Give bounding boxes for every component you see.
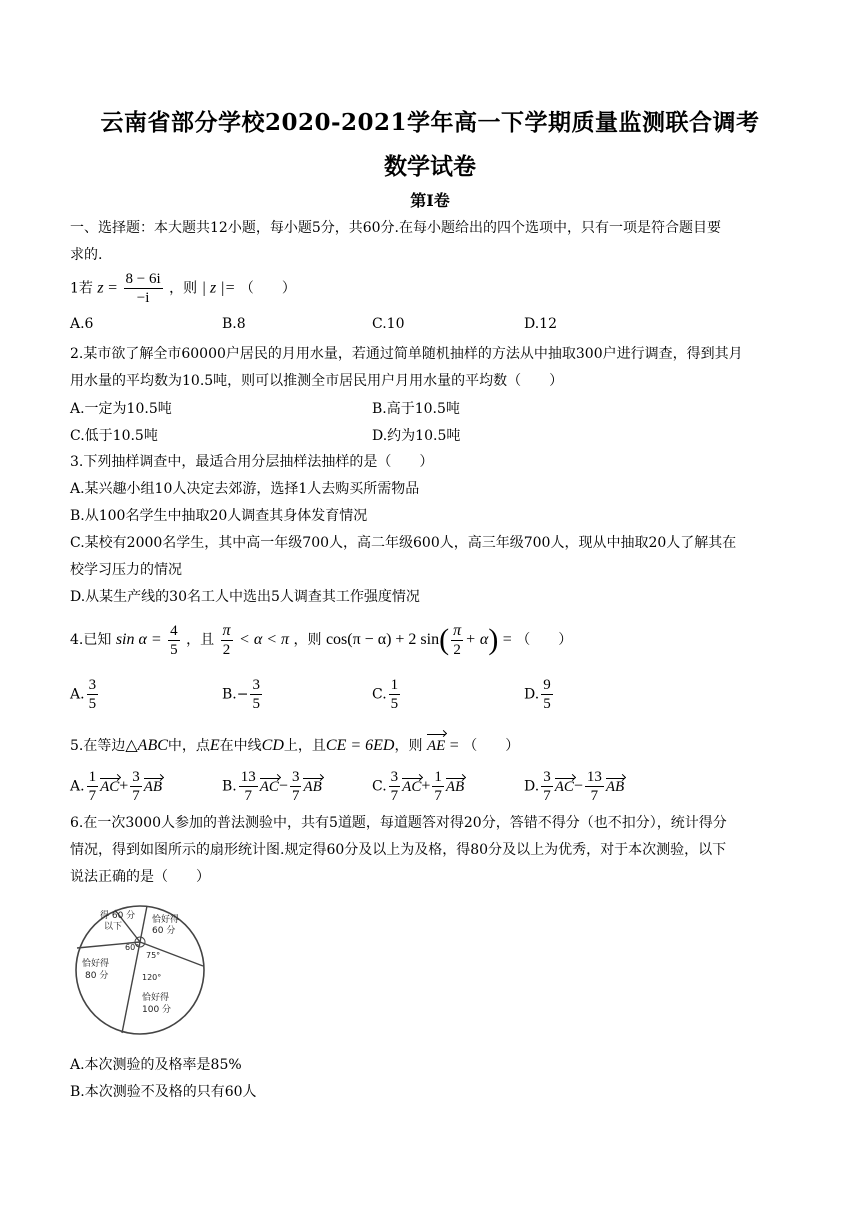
q4-option-a: A. $\frac{3}{5}$ bbox=[70, 677, 97, 712]
pie-angle-120: 120° bbox=[142, 973, 162, 982]
q4-paren-left: ( bbox=[439, 623, 450, 656]
pie-divider-2 bbox=[140, 906, 147, 942]
question-6-line3: 说法正确的是（ ） bbox=[70, 869, 210, 885]
q1-option-a: A.6 bbox=[70, 316, 94, 332]
pie-label-80-b: 80 分 bbox=[85, 971, 109, 981]
pie-label-60-b: 60 分 bbox=[152, 926, 176, 936]
q3-option-b: B.从100名学生中抽取20人调查其身体发育情况 bbox=[70, 508, 368, 524]
question-1-stem bbox=[70, 270, 296, 307]
exam-subject: 数学试卷 bbox=[384, 153, 476, 180]
question-2-line2: 用水量的平均数为10.5吨，则可以推测全市居民用户月用水量的平均数（ ） bbox=[70, 373, 564, 389]
question-6-line1: 6.在一次3000人参加的普法测验中，共有5道题，每道题答对得20分，答错不得分（也不扣分），统计得分 bbox=[70, 815, 727, 831]
q5-option-d: D. $\frac{3}{7}$ AC− $\frac{13}{7}$ AB bbox=[524, 769, 625, 804]
q3-option-d: D.从某生产线的30名工人中选出5人调查其工作强度情况 bbox=[70, 589, 420, 605]
q2-option-c: C.低于10.5吨 bbox=[70, 428, 158, 444]
q1-option-b: B.8 bbox=[222, 316, 246, 332]
q3-option-c-line2: 校学习压力的情况 bbox=[70, 562, 182, 578]
q5-option-c: C. $\frac{3}{7}$ AC+ $\frac{1}{7}$ AB bbox=[372, 769, 465, 804]
pie-chart-figure bbox=[70, 900, 210, 1040]
pie-outline bbox=[76, 906, 204, 1034]
q3-option-a: A.某兴趣小组10人决定去郊游，选择1人去购买所需物品 bbox=[70, 481, 420, 497]
q2-option-d: D.约为10.5吨 bbox=[372, 428, 461, 444]
pie-label-below60-b: 以下 bbox=[104, 922, 123, 932]
pie-label-100-a: 恰好得 bbox=[142, 993, 170, 1003]
pie-angle-60: 60° bbox=[125, 943, 140, 952]
q5-option-a: A. $\frac{1}{7}$ AC+ $\frac{3}{7}$ AB bbox=[70, 769, 163, 804]
pie-angle-75: 75° bbox=[146, 951, 161, 960]
q1-fraction: $\frac{8 - 6i}{-i}$ bbox=[125, 271, 161, 306]
volume-label: 第Ⅰ卷 bbox=[410, 191, 450, 210]
q3-option-c-line1: C.某校有2000名学生，其中高一年级700人，高二年级600人，高三年级700人，现从中抽取20人了解其在 bbox=[70, 535, 737, 551]
pie-label-100-b: 100 分 bbox=[142, 1005, 172, 1015]
q1-mid: ，则 bbox=[169, 280, 198, 297]
q6-option-a: A.本次测验的及格率是85% bbox=[70, 1057, 242, 1073]
question-3-stem: 3.下列抽样调查中，最适合用分层抽样法抽样的是（ ） bbox=[70, 454, 434, 470]
q1-option-c: C.10 bbox=[372, 316, 405, 332]
q1-prefix: 1若 bbox=[70, 280, 93, 297]
q4-option-d: D. $\frac{9}{5}$ bbox=[524, 677, 551, 712]
q1-z: z bbox=[97, 279, 104, 297]
pie-label-60-a: 恰好得 bbox=[152, 915, 180, 925]
q4-option-b: B.− $\frac{3}{5}$ bbox=[222, 677, 260, 712]
section-instructions-line2: 求的. bbox=[70, 247, 103, 263]
q1-option-d: D.12 bbox=[524, 316, 557, 332]
q4-paren-right: ) bbox=[488, 623, 499, 656]
q6-option-b: B.本次测验不及格的只有60人 bbox=[70, 1084, 257, 1100]
question-2-line1: 2.某市欲了解全市60000户居民的月用水量，若通过简单随机抽样的方法从中抽取300户进行调查，得到其月 bbox=[70, 346, 743, 362]
q4-option-c: C. $\frac{1}{5}$ bbox=[372, 677, 399, 712]
question-6-line2: 情况，得到如图所示的扇形统计图.规定得60分及以上为及格，得80分及以上为优秀，对于本次测验，以下 bbox=[70, 842, 727, 858]
q1-paren: （ ） bbox=[239, 280, 296, 297]
pie-label-below60-a: 得 60 分 bbox=[100, 911, 136, 921]
question-5-stem: 5.在等边△ABC中，点E在中线CD上，且CE = 6ED，则 AE = （ ） bbox=[70, 735, 519, 757]
q1-eq: = bbox=[108, 279, 118, 297]
q5-vector-ae: AE bbox=[427, 735, 445, 757]
q2-option-a: A.一定为10.5吨 bbox=[70, 401, 172, 417]
pie-label-80-a: 恰好得 bbox=[82, 959, 110, 969]
section-instructions-line1: 一、选择题：本大题共12小题，每小题5分，共60分.在每小题给出的四个选项中，只有一项是符合题目要 bbox=[70, 220, 721, 236]
q4-sin: sin α = bbox=[115, 631, 162, 648]
q1-abs: | z |= bbox=[201, 279, 236, 297]
q2-option-b: B.高于10.5吨 bbox=[372, 401, 460, 417]
exam-title: 云南省部分学校2020-2021学年高一下学期质量监测联合调考 bbox=[100, 109, 760, 136]
q5-option-b: B. $\frac{13}{7}$ AC− $\frac{3}{7}$ AB bbox=[222, 769, 322, 804]
question-4-stem: 4.已知 sin α = $\frac{4}{5}$ ，且 $\frac{\pi}{2}$ < α < π ，则 cos(π − α) + 2 sin( $\frac{\pi}{2}$ + α) = （ ） bbox=[70, 621, 573, 658]
pie-divider-4 bbox=[122, 942, 140, 1033]
